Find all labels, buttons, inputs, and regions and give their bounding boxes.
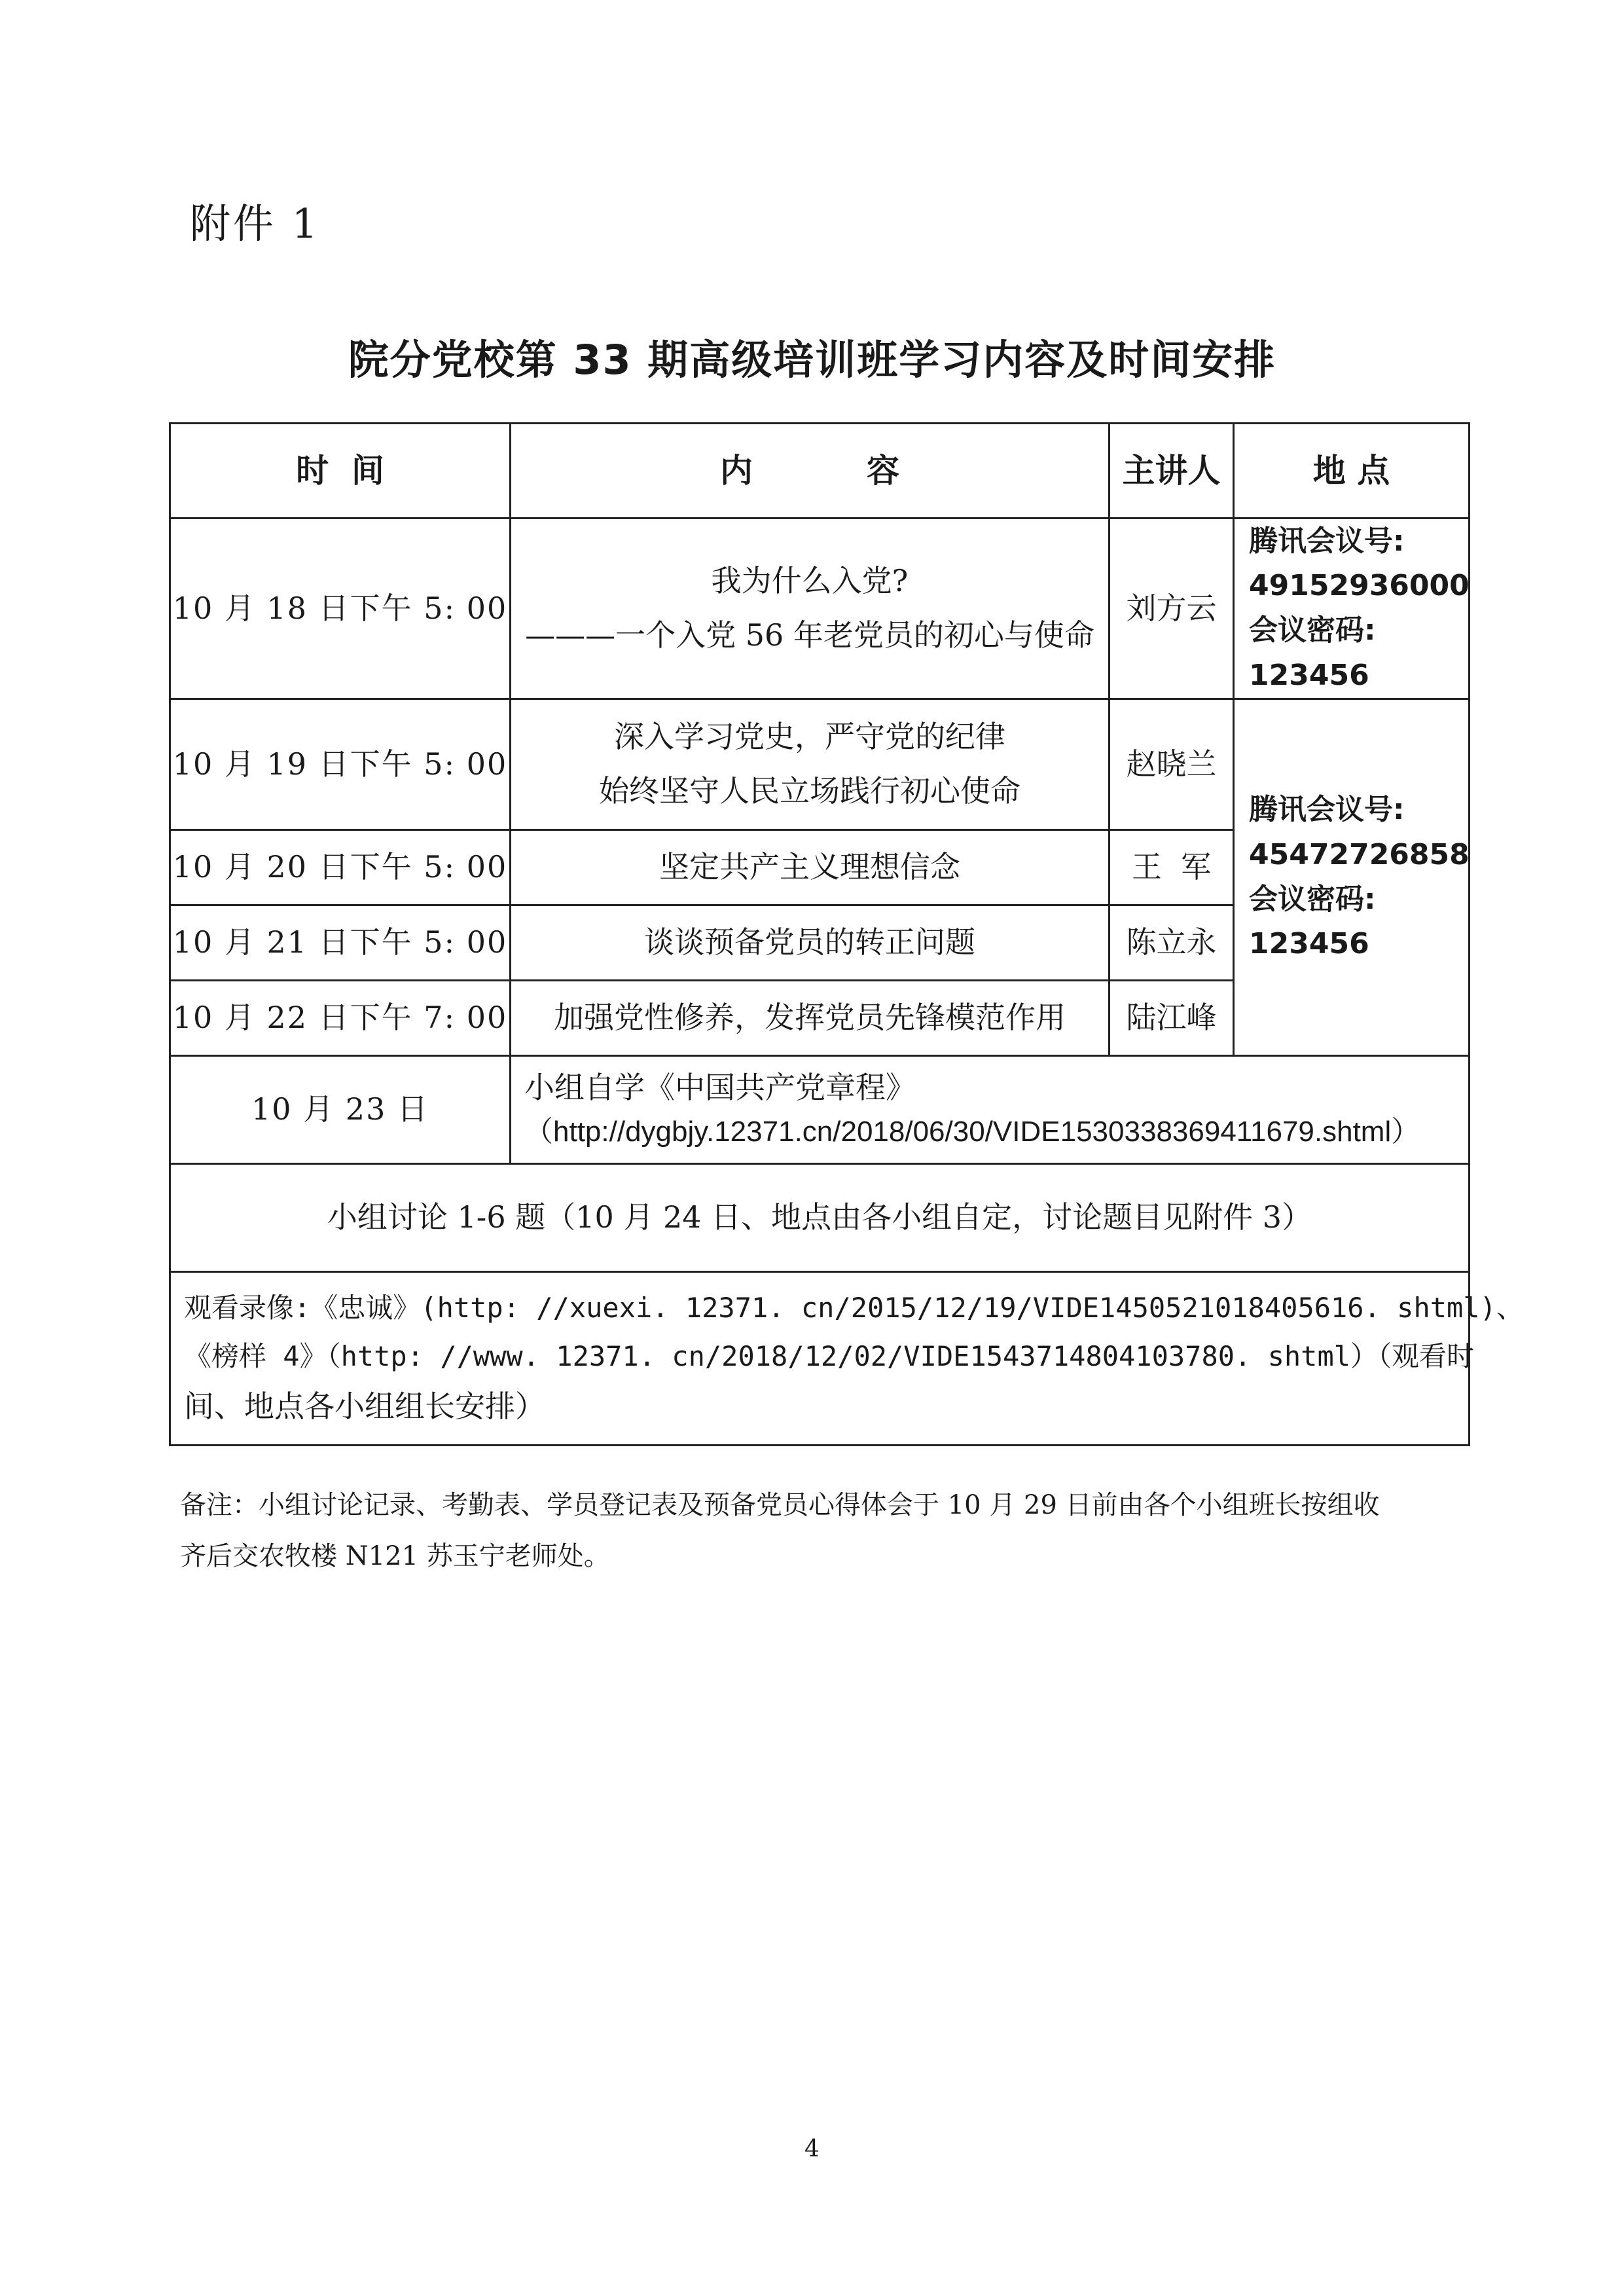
row-time: 10 月 20 日下午 5: 00	[170, 829, 511, 905]
row-content	[511, 699, 1110, 829]
row-content: 加强党性修养，发挥党员先锋模范作用	[511, 980, 1110, 1055]
row-content: 谈谈预备党员的转正问题	[511, 905, 1110, 980]
row-time: 10 月 18 日下午 5: 00	[170, 519, 511, 699]
row-time: 10 月 21 日下午 5: 00	[170, 905, 511, 980]
location-cell-2	[1234, 699, 1470, 1055]
footnote	[180, 1480, 1473, 1582]
meeting-id: 45472726858	[1249, 837, 1470, 871]
table-header-row	[170, 424, 1470, 519]
meeting-password: 123456	[1249, 926, 1369, 960]
self-study-text: 小组自学《中国共产党章程》	[524, 1070, 916, 1106]
schedule-table	[169, 422, 1524, 1446]
content-line: 我为什么入党?	[711, 563, 909, 599]
meeting-password-label: 会议密码:	[1249, 882, 1376, 916]
content-line: 始终坚守人民立场践行初心使命	[599, 773, 1020, 809]
meeting-id: 49152936000	[1249, 569, 1470, 603]
video-line: 间、地点各小组组长安排）	[184, 1389, 545, 1424]
page-title: 院分党校第 33 期高级培训班学习内容及时间安排	[348, 336, 1276, 384]
table-row	[170, 1163, 1470, 1271]
meeting-password: 123456	[1249, 658, 1369, 692]
header-time: 时 间	[170, 424, 511, 519]
meeting-id-label: 腾讯会议号:	[1249, 524, 1405, 558]
table-row	[170, 1271, 1470, 1445]
row-speaker: 王 军	[1110, 829, 1234, 905]
row-speaker: 陆江峰	[1110, 980, 1234, 1055]
row-time: 10 月 19 日下午 5: 00	[170, 699, 511, 829]
row-content	[511, 519, 1110, 699]
header-location: 地 点	[1234, 424, 1470, 519]
footnote-line: 备注：小组讨论记录、考勤表、学员登记表及预备党员心得体会于 10 月 29 日前由各个小组班长按组收	[180, 1490, 1380, 1520]
location-cell-1	[1234, 519, 1470, 699]
self-study-url[interactable]: （http://dygbjy.12371.cn/2018/06/30/VIDE1530338369411679.shtml）	[524, 1116, 1420, 1148]
row-time: 10 月 23 日	[170, 1055, 511, 1163]
row-speaker: 陈立永	[1110, 905, 1234, 980]
discussion-cell: 小组讨论 1-6 题（10 月 24 日、地点由各小组自定，讨论题目见附件 3）	[170, 1163, 1470, 1271]
table-row	[170, 699, 1470, 829]
self-study-cell	[511, 1055, 1470, 1163]
table-row	[170, 519, 1470, 699]
row-speaker: 赵晓兰	[1110, 699, 1234, 829]
video-line: 《榜样 4》（http: //www. 12371. cn/2018/12/02/VIDE1543714804103780. shtml）（观看时	[184, 1339, 1475, 1372]
content-line: ———一个入党 56 年老党员的初心与使命	[525, 617, 1094, 653]
page-number: 4	[804, 2136, 820, 2162]
header-speaker: 主讲人	[1110, 424, 1234, 519]
row-speaker: 刘方云	[1110, 519, 1234, 699]
footnote-line: 齐后交农牧楼 N121 苏玉宁老师处。	[180, 1541, 610, 1571]
video-cell	[170, 1271, 1524, 1445]
video-line: 观看录像:《忠诚》(http: //xuexi. 12371. cn/2015/12/19/VIDE1450521018405616. shtml)、	[184, 1292, 1524, 1324]
meeting-password-label: 会议密码:	[1249, 613, 1376, 647]
meeting-id-label: 腾讯会议号:	[1249, 793, 1405, 827]
row-content: 坚定共产主义理想信念	[511, 829, 1110, 905]
table-row	[170, 1055, 1470, 1163]
attachment-label: 附件 1	[190, 200, 321, 247]
content-line: 深入学习党史，严守党的纪律	[614, 719, 1005, 755]
header-content: 内 容	[511, 424, 1110, 519]
row-time: 10 月 22 日下午 7: 00	[170, 980, 511, 1055]
